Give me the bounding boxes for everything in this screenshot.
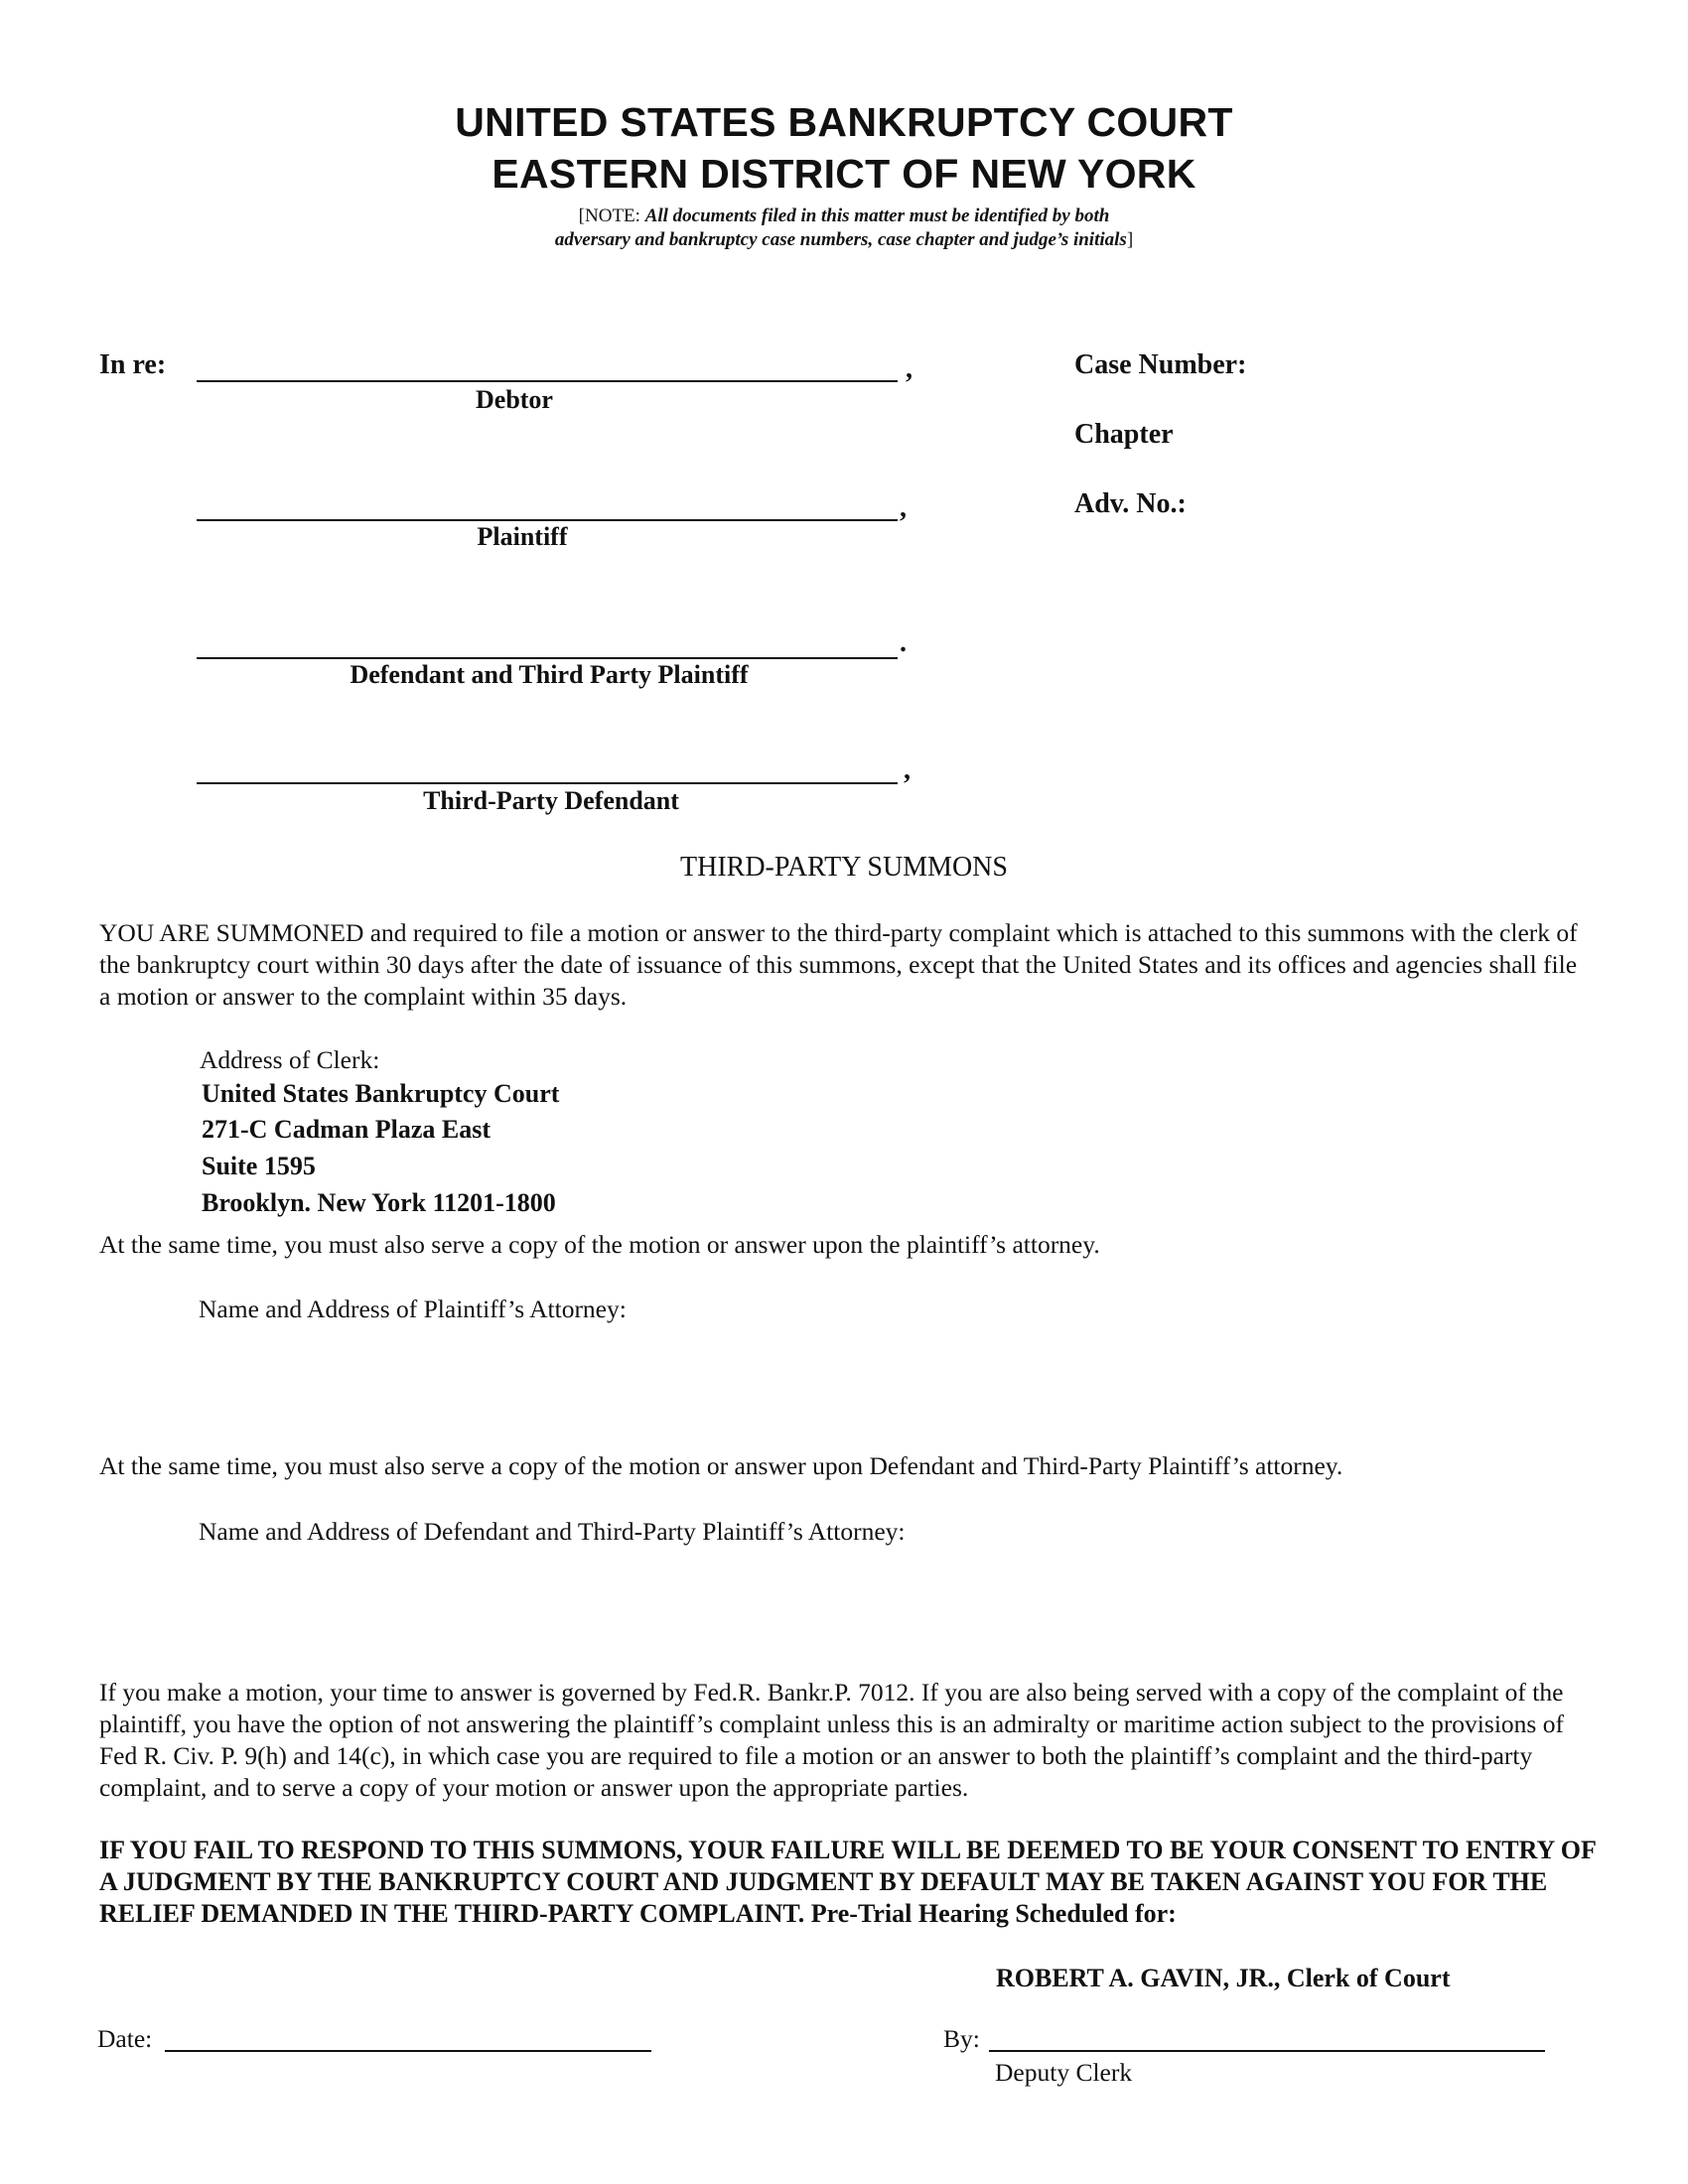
debtor-label: Debtor [476, 385, 553, 414]
in-re-label: In re: [99, 349, 167, 380]
third-party-defendant-name-line[interactable] [197, 782, 898, 784]
filing-note-cont [0, 228, 1688, 252]
clerk-address-line-2: 271-C Cadman Plaza East [202, 1115, 492, 1144]
plaintiff-attorney-label: Name and Address of Plaintiff’s Attorney: [199, 1295, 627, 1323]
date-line[interactable] [165, 2050, 651, 2052]
plaintiff-label: Plaintiff [477, 522, 568, 551]
date-label: Date: [97, 2024, 153, 2053]
case-number-label: Case Number: [1074, 349, 1247, 380]
chapter-label: Chapter [1074, 419, 1174, 450]
summons-title: THIRD-PARTY SUMMONS [680, 852, 1008, 883]
clerk-address-line-4: Brooklyn. New York 11201-1800 [202, 1188, 556, 1217]
clerk-address-label: Address of Clerk: [200, 1045, 380, 1074]
serve-plaintiff-text: At the same time, you must also serve a copy of the motion or answer upon the plaintiff’s attorney. [99, 1230, 1100, 1259]
signature-line[interactable] [989, 2050, 1545, 2052]
filing-note [0, 205, 1688, 228]
summons-paragraph: YOU ARE SUMMONED and required to file a motion or answer to the third-party complaint which is attached to this summons with the clerk of the bankruptcy court within 30 days after the date of issuance of this summons, except that the United States and its offices and agencies shall file a motion or answer to the complaint within 35 days. [99, 918, 1578, 1011]
debtor-name-line[interactable] [197, 380, 898, 382]
note-line2: adversary and bankruptcy case numbers, case chapter and judge’s initials [554, 229, 1127, 250]
deputy-clerk-label: Deputy Clerk [995, 2058, 1133, 2087]
defendant-label: Defendant and Third Party Plaintiff [350, 660, 749, 689]
motion-paragraph: If you make a motion, your time to answer is governed by Fed.R. Bankr.P. 7012. If you are also being served with a copy of the complaint of the plaintiff, you have the option of not answering the plaintiff’s complaint unless this is an admiralty or maritime action subject to the provisions of Fed R. Civ. P. 9(h) and 14(c), in which case you are required to file a motion or an answer to both the plaintiff’s complaint and the third-party complaint, and to serve a copy of your motion or answer upon the appropriate parties. [99, 1678, 1564, 1802]
note-label: [NOTE: [578, 205, 640, 226]
court-name-line1: UNITED STATES BANKRUPTCY COURT [455, 99, 1233, 145]
defendant-attorney-label: Name and Address of Defendant and Third-Party Plaintiff’s Attorney: [199, 1517, 906, 1546]
court-district-line2: EASTERN DISTRICT OF NEW YORK [492, 151, 1196, 197]
by-label: By: [943, 2024, 980, 2053]
debtor-punct: , [906, 353, 913, 384]
clerk-address-line-3: Suite 1595 [202, 1152, 316, 1180]
adv-no-label: Adv. No.: [1074, 488, 1187, 519]
default-warning-paragraph: IF YOU FAIL TO RESPOND TO THIS SUMMONS, YOUR FAILURE WILL BE DEEMED TO BE YOUR CONSENT TO ENTRY OF A JUDGMENT BY THE BANKRUPTCY COURT AND JUDGMENT BY DEFAULT MAY BE TAKEN AGAINST YOU FOR THE RELIEF DEMANDED IN THE THIRD-PARTY COMPLAINT. Pre-Trial Hearing Scheduled for: [99, 1836, 1596, 1928]
plaintiff-punct: , [900, 492, 907, 523]
defendant-punct: . [900, 627, 907, 658]
plaintiff-name-line[interactable] [197, 519, 898, 521]
third-party-defendant-punct: , [904, 754, 911, 785]
clerk-address-line-1: United States Bankruptcy Court [202, 1079, 560, 1108]
note-line1: All documents filed in this matter must be identified by both [644, 205, 1110, 226]
note-close: ] [1126, 229, 1134, 250]
clerk-of-court-name: ROBERT A. GAVIN, JR., Clerk of Court [996, 1964, 1451, 1992]
third-party-defendant-label: Third-Party Defendant [423, 786, 679, 815]
defendant-name-line[interactable] [197, 657, 898, 659]
serve-defendant-text: At the same time, you must also serve a copy of the motion or answer upon Defendant and Third-Party Plaintiff’s attorney. [99, 1451, 1343, 1480]
